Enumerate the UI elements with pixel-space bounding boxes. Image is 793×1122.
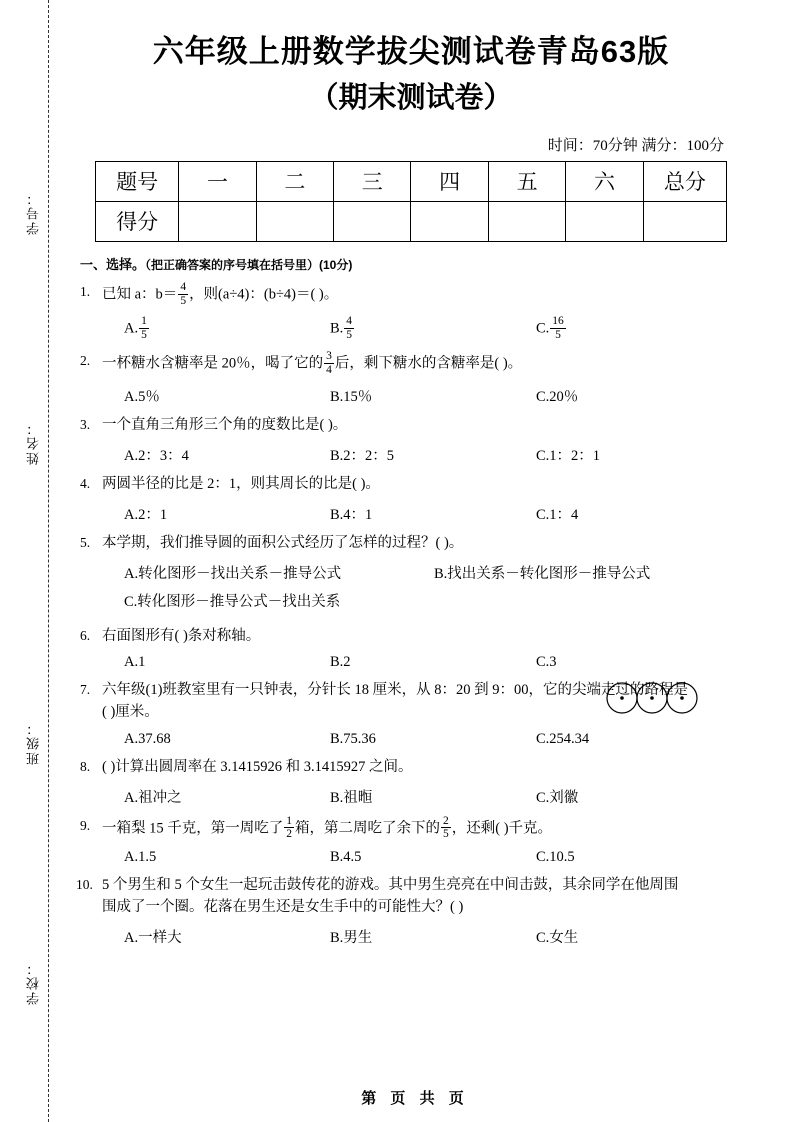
question-text: 一个直角三角形三个角的度数比是( )。 xyxy=(102,417,348,434)
option-b[interactable]: B.2：2：5 xyxy=(330,447,395,464)
score-cell-4[interactable] xyxy=(411,201,488,241)
section-note: （把正确答案的序号填在括号里）(10分) xyxy=(145,257,353,272)
section-label: 一、选择。 xyxy=(80,256,146,272)
page-subtitle: （期末测试卷） xyxy=(309,81,513,114)
page-footer: 第 页 共 页 xyxy=(361,1090,469,1107)
question-number: 5. xyxy=(80,534,91,550)
score-cell-3[interactable] xyxy=(334,201,411,241)
question-9 xyxy=(80,816,742,843)
side-label-student-id: 学号： xyxy=(26,190,41,235)
fraction-3-4: $\frac{3}{4}$ xyxy=(326,350,332,377)
question-text-mid: 箱，第二周吃了余下的 xyxy=(295,820,440,837)
option-c[interactable]: C.女生 xyxy=(536,929,579,946)
score-cell-6[interactable] xyxy=(566,201,643,241)
option-a-label: A. xyxy=(124,320,139,337)
fold-line xyxy=(48,0,49,1122)
fraction-1-5: $\frac{1}{5}$ xyxy=(141,314,147,341)
score-cell-1[interactable] xyxy=(179,201,256,241)
question-text-suffix: ，则(a÷4)：(b÷4)＝( )。 xyxy=(189,286,339,303)
option-c[interactable]: C.20％ xyxy=(536,389,579,406)
question-text: 六年级(1)班教室里有一只钟表，分针长 18 厘米，从 8：20 到 9：00，它的尖端走过的路程是 xyxy=(102,682,689,699)
option-c[interactable]: C.1：2：1 xyxy=(536,447,601,464)
score-cell-total[interactable] xyxy=(643,201,726,241)
question-number: 2. xyxy=(80,353,91,369)
option-a[interactable]: A.37.68 xyxy=(124,730,171,747)
option-c[interactable]: C.254.34 xyxy=(536,730,590,747)
fraction-16-5: $\frac{16}{5}$ xyxy=(552,314,564,341)
option-a[interactable]: A.1.5 xyxy=(124,849,157,866)
question-text: 一杯糖水含糖率是 20％，喝了它的 xyxy=(102,356,324,373)
exam-page xyxy=(62,0,768,1122)
option-c[interactable]: C.3 xyxy=(536,654,557,671)
question-text: 本学期，我们推导圆的面积公式经历了怎样的过程？( )。 xyxy=(102,534,464,551)
question-5 xyxy=(80,533,742,555)
question-2 xyxy=(80,351,742,378)
option-b-label: B. xyxy=(330,320,344,337)
option-b[interactable]: B.男生 xyxy=(330,929,373,946)
fraction-4-5-b: $\frac{4}{5}$ xyxy=(346,314,353,341)
question-8-options xyxy=(80,786,742,807)
question-number: 1. xyxy=(80,283,91,299)
score-table-col-6: 六 xyxy=(566,161,643,201)
question-10 xyxy=(76,875,742,919)
question-text-line2: ( )厘米。 xyxy=(102,704,159,720)
score-table xyxy=(95,161,727,242)
option-a[interactable]: A.2：3：4 xyxy=(124,447,189,464)
question-text-line2: 围成了一个圈。花落在男生还是女生手中的可能性大？( ) xyxy=(102,899,464,915)
score-cell-5[interactable] xyxy=(488,201,565,241)
question-1-options xyxy=(80,316,742,343)
score-table-col-4: 四 xyxy=(411,161,488,201)
side-label-name: 姓名： xyxy=(26,420,41,465)
option-a[interactable]: A.祖冲之 xyxy=(124,789,182,806)
page-title: 六年级上册数学拔尖测试卷青岛63版 xyxy=(152,34,670,69)
option-b[interactable] xyxy=(330,316,536,343)
score-table-col-2: 二 xyxy=(256,161,333,201)
option-b[interactable]: B.找出关系－转化图形－推导公式 xyxy=(434,566,651,583)
option-b[interactable]: B.4：1 xyxy=(330,506,373,523)
option-a[interactable]: A.一样大 xyxy=(124,929,182,946)
question-text: 一箱梨 15 千克，第一周吃了 xyxy=(102,820,284,837)
question-number: 3. xyxy=(80,417,91,433)
option-c[interactable]: C.刘徽 xyxy=(536,789,579,806)
option-c-label: C. xyxy=(536,320,550,337)
question-7-options xyxy=(80,731,742,748)
question-number: 7. xyxy=(80,682,91,698)
question-text: 两圆半径的比是 2：1，则其周长的比是( )。 xyxy=(102,475,380,492)
question-number: 9. xyxy=(80,817,91,833)
question-number: 8. xyxy=(80,758,91,774)
option-c[interactable]: C.1：4 xyxy=(536,506,579,523)
table-row xyxy=(96,201,727,241)
exam-meta: 时间：70分钟 满分：100分 xyxy=(547,137,724,154)
question-2-options xyxy=(80,385,742,406)
question-3-options xyxy=(80,444,742,465)
score-table-header-score: 得分 xyxy=(96,201,179,241)
option-a[interactable]: A.5％ xyxy=(124,389,160,406)
option-a[interactable]: A.2：1 xyxy=(124,506,168,523)
question-5-options xyxy=(80,561,742,616)
option-a[interactable]: A.转化图形－找出关系－推导公式 xyxy=(124,566,342,583)
option-b[interactable]: B.2 xyxy=(330,654,351,671)
question-7 xyxy=(80,680,742,724)
side-label-group xyxy=(18,0,46,1122)
question-1 xyxy=(80,282,742,309)
side-label-school: 学校： xyxy=(26,960,41,1005)
side-label-class: 班级： xyxy=(26,720,41,765)
question-4-options xyxy=(80,503,742,524)
question-4 xyxy=(80,474,742,496)
question-9-options xyxy=(80,849,742,866)
question-number: 10. xyxy=(76,877,93,893)
question-text: 右面图形有( )条对称轴。 xyxy=(102,627,261,644)
option-c[interactable]: C.10.5 xyxy=(536,849,575,866)
option-c[interactable]: C.转化图形－推导公式－找出关系 xyxy=(124,593,341,610)
score-cell-2[interactable] xyxy=(256,201,333,241)
option-b[interactable]: B.祖暅 xyxy=(330,789,373,806)
fraction-1-2: $\frac{1}{2}$ xyxy=(286,814,292,841)
question-text-suffix: ，还剩( )千克。 xyxy=(451,820,553,837)
fraction-2-5: $\frac{2}{5}$ xyxy=(443,814,449,841)
score-table-col-1: 一 xyxy=(179,161,256,201)
question-text: 5 个男生和 5 个女生一起玩击鼓传花的游戏。其中男生亮亮在中间击鼓，其余同学在他周围 xyxy=(102,877,679,894)
question-8 xyxy=(80,757,742,779)
question-text: ( )计算出圆周率在 3.1415926 和 3.1415927 之间。 xyxy=(102,758,413,775)
option-a[interactable] xyxy=(124,316,330,343)
score-table-header-question: 题号 xyxy=(96,161,179,201)
option-b[interactable]: B.15％ xyxy=(330,389,373,406)
question-10-options xyxy=(80,926,742,947)
section-heading xyxy=(80,254,742,273)
question-number: 6. xyxy=(80,627,91,643)
score-table-col-5: 五 xyxy=(488,161,565,201)
question-6-options xyxy=(80,654,742,671)
question-text: 已知 a：b＝ xyxy=(102,286,178,303)
fraction-4-5: $\frac{4}{5}$ xyxy=(180,280,187,307)
question-6 xyxy=(80,626,742,648)
score-table-col-total: 总分 xyxy=(643,161,726,201)
option-b[interactable]: B.75.36 xyxy=(330,730,376,747)
table-row xyxy=(96,161,727,201)
question-3 xyxy=(80,415,742,437)
option-a[interactable]: A.1 xyxy=(124,654,146,671)
question-number: 4. xyxy=(80,475,91,491)
question-text-suffix: 后，剩下糖水的含糖率是( )。 xyxy=(334,356,523,373)
score-table-col-3: 三 xyxy=(334,161,411,201)
option-c[interactable] xyxy=(536,316,736,343)
option-b[interactable]: B.4.5 xyxy=(330,849,362,866)
